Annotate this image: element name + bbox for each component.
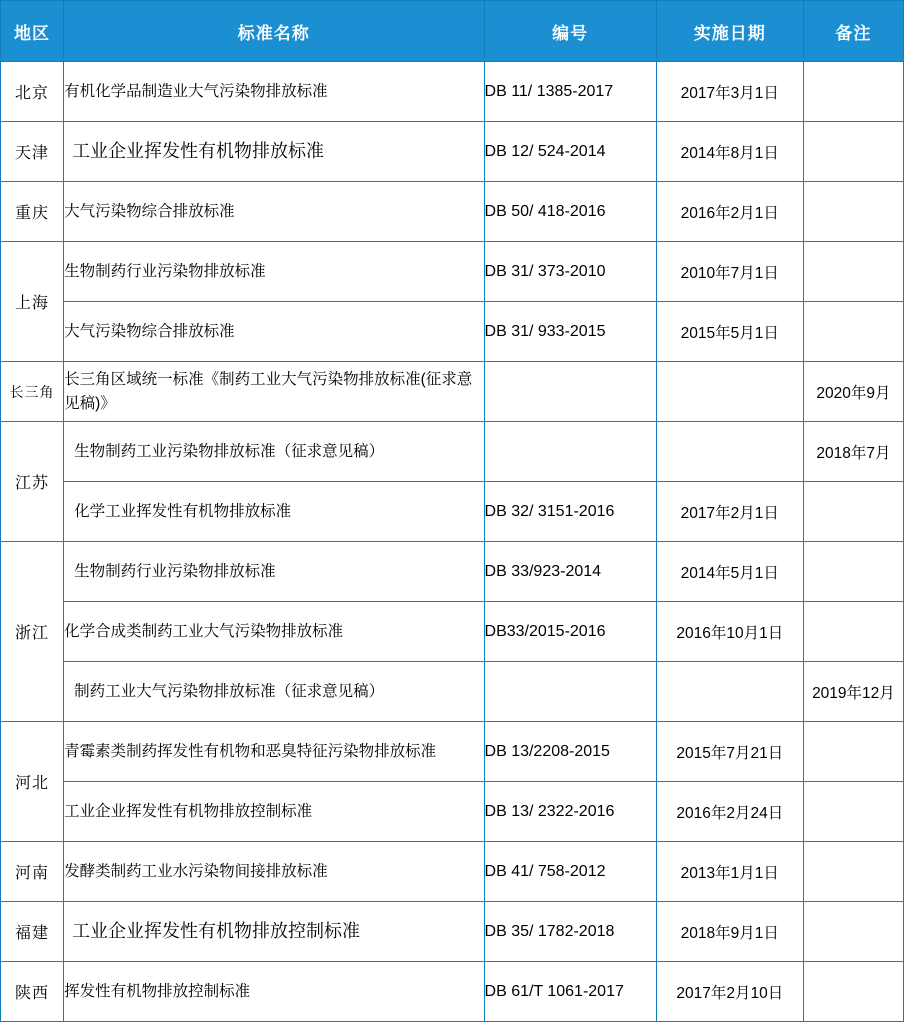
cell-code: DB 31/ 933-2015: [484, 302, 656, 362]
cell-region: 陕西: [1, 962, 64, 1022]
cell-effective-date: 2013年1月1日: [656, 842, 803, 902]
table-row: [1, 242, 904, 302]
cell-note: 2020年9月: [803, 362, 903, 422]
cell-note: 2019年12月: [803, 662, 903, 722]
cell-code: DB 61/T 1061-2017: [484, 962, 656, 1022]
cell-standard-name: 大气污染物综合排放标准: [64, 302, 484, 362]
cell-effective-date: 2017年2月10日: [656, 962, 803, 1022]
cell-code: [484, 662, 656, 722]
cell-effective-date: 2015年5月1日: [656, 302, 803, 362]
cell-standard-name: 工业企业挥发性有机物排放标准: [64, 122, 484, 182]
cell-effective-date: [656, 422, 803, 482]
table-row: [1, 782, 904, 842]
cell-standard-name: 工业企业挥发性有机物排放控制标准: [64, 782, 484, 842]
cell-standard-name: 有机化学品制造业大气污染物排放标准: [64, 62, 484, 122]
cell-effective-date: 2014年8月1日: [656, 122, 803, 182]
cell-code: DB 12/ 524-2014: [484, 122, 656, 182]
table-row: [1, 482, 904, 542]
cell-standard-name: 发酵类制药工业水污染物间接排放标准: [64, 842, 484, 902]
table-header-row: [1, 1, 904, 62]
cell-effective-date: 2016年2月1日: [656, 182, 803, 242]
cell-code: DB 32/ 3151-2016: [484, 482, 656, 542]
table-row: [1, 842, 904, 902]
table-row: [1, 362, 904, 422]
column-header-code: 编号: [484, 1, 656, 62]
cell-note: [803, 542, 903, 602]
cell-effective-date: 2018年9月1日: [656, 902, 803, 962]
cell-note: [803, 242, 903, 302]
cell-note: [803, 482, 903, 542]
cell-code: DB 41/ 758-2012: [484, 842, 656, 902]
cell-code: [484, 422, 656, 482]
cell-region: 福建: [1, 902, 64, 962]
cell-note: [803, 122, 903, 182]
cell-region: 重庆: [1, 182, 64, 242]
cell-region: 上海: [1, 242, 64, 362]
cell-region: 河北: [1, 722, 64, 842]
cell-standard-name: 挥发性有机物排放控制标准: [64, 962, 484, 1022]
cell-note: [803, 902, 903, 962]
column-header-standard-name: 标准名称: [64, 1, 484, 62]
cell-code: DB33/2015-2016: [484, 602, 656, 662]
cell-region: 河南: [1, 842, 64, 902]
cell-effective-date: 2016年2月24日: [656, 782, 803, 842]
cell-effective-date: 2016年10月1日: [656, 602, 803, 662]
cell-effective-date: 2017年2月1日: [656, 482, 803, 542]
cell-region: 长三角: [1, 362, 64, 422]
cell-code: DB 11/ 1385-2017: [484, 62, 656, 122]
cell-note: [803, 842, 903, 902]
cell-code: DB 33/923-2014: [484, 542, 656, 602]
column-header-region: 地区: [1, 1, 64, 62]
cell-code: DB 50/ 418-2016: [484, 182, 656, 242]
table-row: [1, 602, 904, 662]
cell-effective-date: 2017年3月1日: [656, 62, 803, 122]
cell-standard-name: 长三角区域统一标准《制药工业大气污染物排放标准(征求意见稿)》: [64, 362, 484, 422]
cell-effective-date: 2010年7月1日: [656, 242, 803, 302]
table-row: [1, 182, 904, 242]
cell-note: [803, 962, 903, 1022]
cell-standard-name: 制药工业大气污染物排放标准（征求意见稿）: [64, 662, 484, 722]
cell-code: DB 13/2208-2015: [484, 722, 656, 782]
cell-note: [803, 182, 903, 242]
cell-note: 2018年7月: [803, 422, 903, 482]
table-body: [1, 62, 904, 1022]
table-header: [1, 1, 904, 62]
cell-effective-date: [656, 362, 803, 422]
table-row: [1, 302, 904, 362]
table-row: [1, 722, 904, 782]
cell-code: DB 13/ 2322-2016: [484, 782, 656, 842]
cell-effective-date: 2014年5月1日: [656, 542, 803, 602]
cell-standard-name: 大气污染物综合排放标准: [64, 182, 484, 242]
table-row: [1, 422, 904, 482]
cell-standard-name: 化学工业挥发性有机物排放标准: [64, 482, 484, 542]
cell-standard-name: 生物制药行业污染物排放标准: [64, 542, 484, 602]
column-header-effective-date: 实施日期: [656, 1, 803, 62]
table-row: [1, 962, 904, 1022]
cell-standard-name: 生物制药行业污染物排放标准: [64, 242, 484, 302]
cell-region: 天津: [1, 122, 64, 182]
cell-region: 江苏: [1, 422, 64, 542]
cell-note: [803, 602, 903, 662]
table-row: [1, 902, 904, 962]
table-row: [1, 542, 904, 602]
cell-note: [803, 782, 903, 842]
cell-standard-name: 青霉素类制药挥发性有机物和恶臭特征污染物排放标准: [64, 722, 484, 782]
cell-code: DB 31/ 373-2010: [484, 242, 656, 302]
cell-note: [803, 722, 903, 782]
table-row: [1, 62, 904, 122]
table-row: [1, 122, 904, 182]
cell-effective-date: [656, 662, 803, 722]
cell-note: [803, 302, 903, 362]
cell-standard-name: 化学合成类制药工业大气污染物排放标准: [64, 602, 484, 662]
cell-code: [484, 362, 656, 422]
cell-standard-name: 工业企业挥发性有机物排放控制标准: [64, 902, 484, 962]
table-row: [1, 662, 904, 722]
cell-note: [803, 62, 903, 122]
cell-standard-name: 生物制药工业污染物排放标准（征求意见稿）: [64, 422, 484, 482]
cell-effective-date: 2015年7月21日: [656, 722, 803, 782]
cell-code: DB 35/ 1782-2018: [484, 902, 656, 962]
cell-region: 浙江: [1, 542, 64, 722]
cell-region: 北京: [1, 62, 64, 122]
column-header-note: 备注: [803, 1, 903, 62]
